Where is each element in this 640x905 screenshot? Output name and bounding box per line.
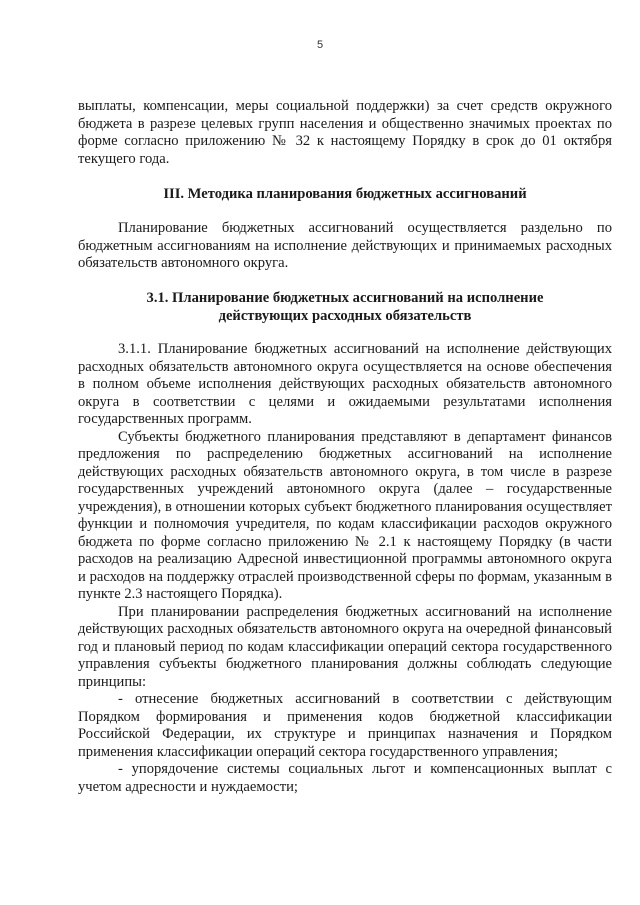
paragraph-principles: При планировании распределения бюджетных ассигнований на исполнение действующих расходных обязательств автономного округа на очередной финансовый год и плановый период по кодам классификации операций сектора государственного управления субъекты бюджетного планирования должны соблюдать следующие принципы:: [78, 603, 612, 690]
subsection-3-1-title: [78, 290, 612, 325]
section-3-intro: [78, 220, 612, 273]
bullet-item-2: - упорядочение системы социальных льгот и компенсационных выплат с учетом адресности и нуждаемости;: [78, 761, 612, 795]
section-3-title: III. Методика планирования бюджетных ассигнований: [163, 186, 527, 202]
continuation-paragraph: [78, 98, 612, 168]
body-text: [78, 341, 612, 796]
continuation-text: выплаты, компенсации, меры социальной поддержки) за счет средств окружного бюджета в разрезе целевых групп населения и общественно значимых проектах по форме согласно приложению № 32 к настоящему Порядку в срок до 01 октября текущего года.: [78, 98, 612, 167]
paragraph-subjects: Субъекты бюджетного планирования представляют в департамент финансов предложения по распределению бюджетных ассигнований на исполнение действующих расходных обязательств автономного округа, в том числе в разрезе государственных учреждений автономного округа (далее – государственные учреждения), в отношении которых субъект бюджетного планирования осуществляет функции и полномочия учредителя, по кодам классификации расходов окружного бюджета по форме согласно приложению № 2.1 к настоящему Порядку (в части расходов на реализацию Адресной инвестиционной программы автономного округа и расходов на поддержку отраслей производственной сферы по формам, указанным в пункте 2.3 настоящего Порядка).: [78, 428, 612, 602]
section-3-intro-text: Планирование бюджетных ассигнований осуществляется раздельно по бюджетным ассигнованиям на исполнение действующих и принимаемых расходных обязательств автономного округа.: [78, 220, 612, 271]
paragraph-3-1-1: 3.1.1. Планирование бюджетных ассигнований на исполнение действующих расходных обязательств автономного округа осуществляется на основе обеспечения в полном объеме исполнения действующих расходных обязательств автономного округа в соответствии с целями и ожидаемыми результатами исполнения государственных программ.: [78, 341, 612, 427]
subsection-3-1-title-line-2: действующих расходных обязательств: [218, 307, 472, 324]
subsection-3-1-title-line-1: 3.1. Планирование бюджетных ассигнований на исполнение: [146, 290, 544, 306]
bullet-item-1: - отнесение бюджетных ассигнований в соответствии с действующим Порядком формирования и применения кодов бюджетной классификации Российской Федерации, их структуре и принципах назначения и Порядком применения классификации операций сектора государственного управления;: [78, 691, 612, 760]
page-number: 5: [316, 39, 324, 51]
